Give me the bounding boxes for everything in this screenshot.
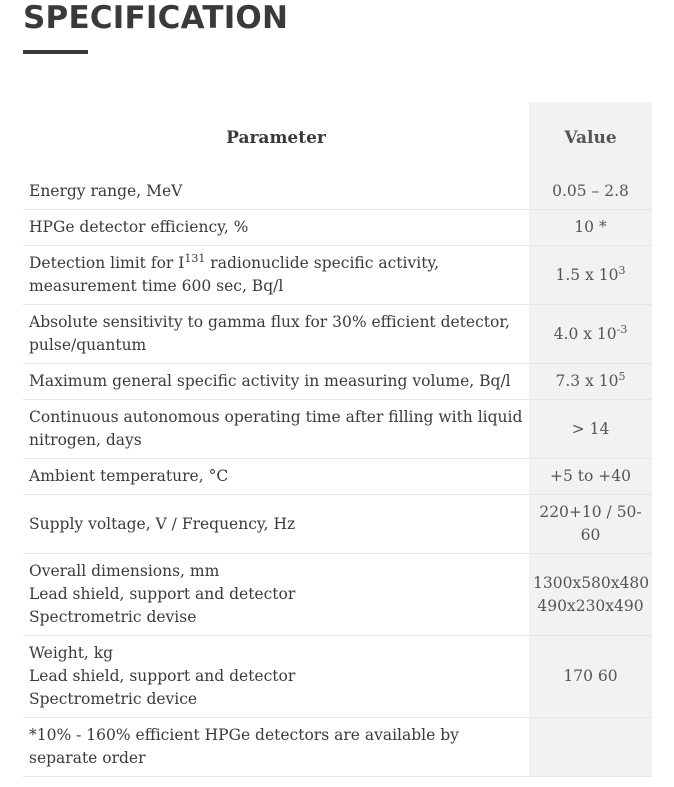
param-cell: Maximum general specific activity in measuring volume, Bq/l (23, 364, 529, 400)
table-row (23, 210, 652, 246)
value-cell: > 14 (529, 400, 652, 459)
value-base: 7.3 x 10 (555, 372, 619, 390)
header-parameter: Parameter (226, 127, 326, 148)
param-line: Spectrometric devise (29, 608, 197, 626)
param-cell (23, 636, 529, 718)
value-cell (529, 246, 652, 305)
param-line: Spectrometric device (29, 690, 198, 708)
param-line: Lead shield, support and detector (29, 667, 296, 685)
param-cell (23, 246, 529, 305)
table-row (23, 364, 652, 400)
table-row (23, 554, 652, 636)
param-line: Overall dimensions, mm (29, 562, 220, 580)
table-row (23, 718, 652, 777)
value-cell (529, 364, 652, 400)
value-cell (529, 718, 652, 777)
value-line: 490x230x490 (537, 596, 644, 615)
table-row (23, 495, 652, 554)
specification-table (23, 102, 652, 777)
value-base: 1.5 x 10 (555, 265, 619, 284)
param-cell: Continuous autonomous operating time after filling with liquid nitrogen, days (23, 400, 529, 459)
table-row (23, 636, 652, 718)
table-header-row (23, 102, 652, 174)
value-cell: 170 60 (529, 636, 652, 718)
page-title: SPECIFICATION (23, 0, 289, 36)
value-exponent: -3 (616, 322, 628, 336)
param-line: Lead shield, support and detector (29, 585, 296, 603)
table-row (23, 400, 652, 459)
param-cell: Supply voltage, V / Frequency, Hz (23, 495, 529, 554)
value-cell: 0.05 – 2.8 (529, 174, 652, 210)
param-cell (23, 554, 529, 636)
title-underline (23, 50, 88, 54)
value-cell: 10 * (529, 210, 652, 246)
value-cell (529, 305, 652, 364)
value-cell: +5 to +40 (529, 459, 652, 495)
param-cell: Absolute sensitivity to gamma flux for 30% efficient detector, pulse/quantum (23, 305, 529, 364)
value-cell: 220+10 / 50-60 (529, 495, 652, 554)
param-text: radionuclide specific activity, measurement time 600 sec, Bq/l (29, 254, 440, 295)
value-line: 1300x580x480 (533, 573, 650, 592)
header-value: Value (529, 102, 652, 174)
table-row (23, 246, 652, 305)
value-base: 4.0 x 10 (553, 324, 617, 343)
param-text: Detection limit for I (29, 254, 185, 272)
table-row (23, 459, 652, 495)
value-exponent: 5 (618, 370, 626, 383)
value-cell (529, 554, 652, 636)
param-line: Weight, kg (29, 644, 114, 662)
table-row (23, 305, 652, 364)
param-cell: HPGe detector efficiency, % (23, 210, 529, 246)
value-exponent: 3 (618, 263, 626, 277)
table-row (23, 174, 652, 210)
footnote-cell: *10% - 160% efficient HPGe detectors are available by separate order (23, 718, 529, 777)
param-cell: Energy range, MeV (29, 182, 183, 200)
param-superscript: 131 (184, 252, 206, 265)
param-cell: Ambient temperature, °C (23, 459, 529, 495)
